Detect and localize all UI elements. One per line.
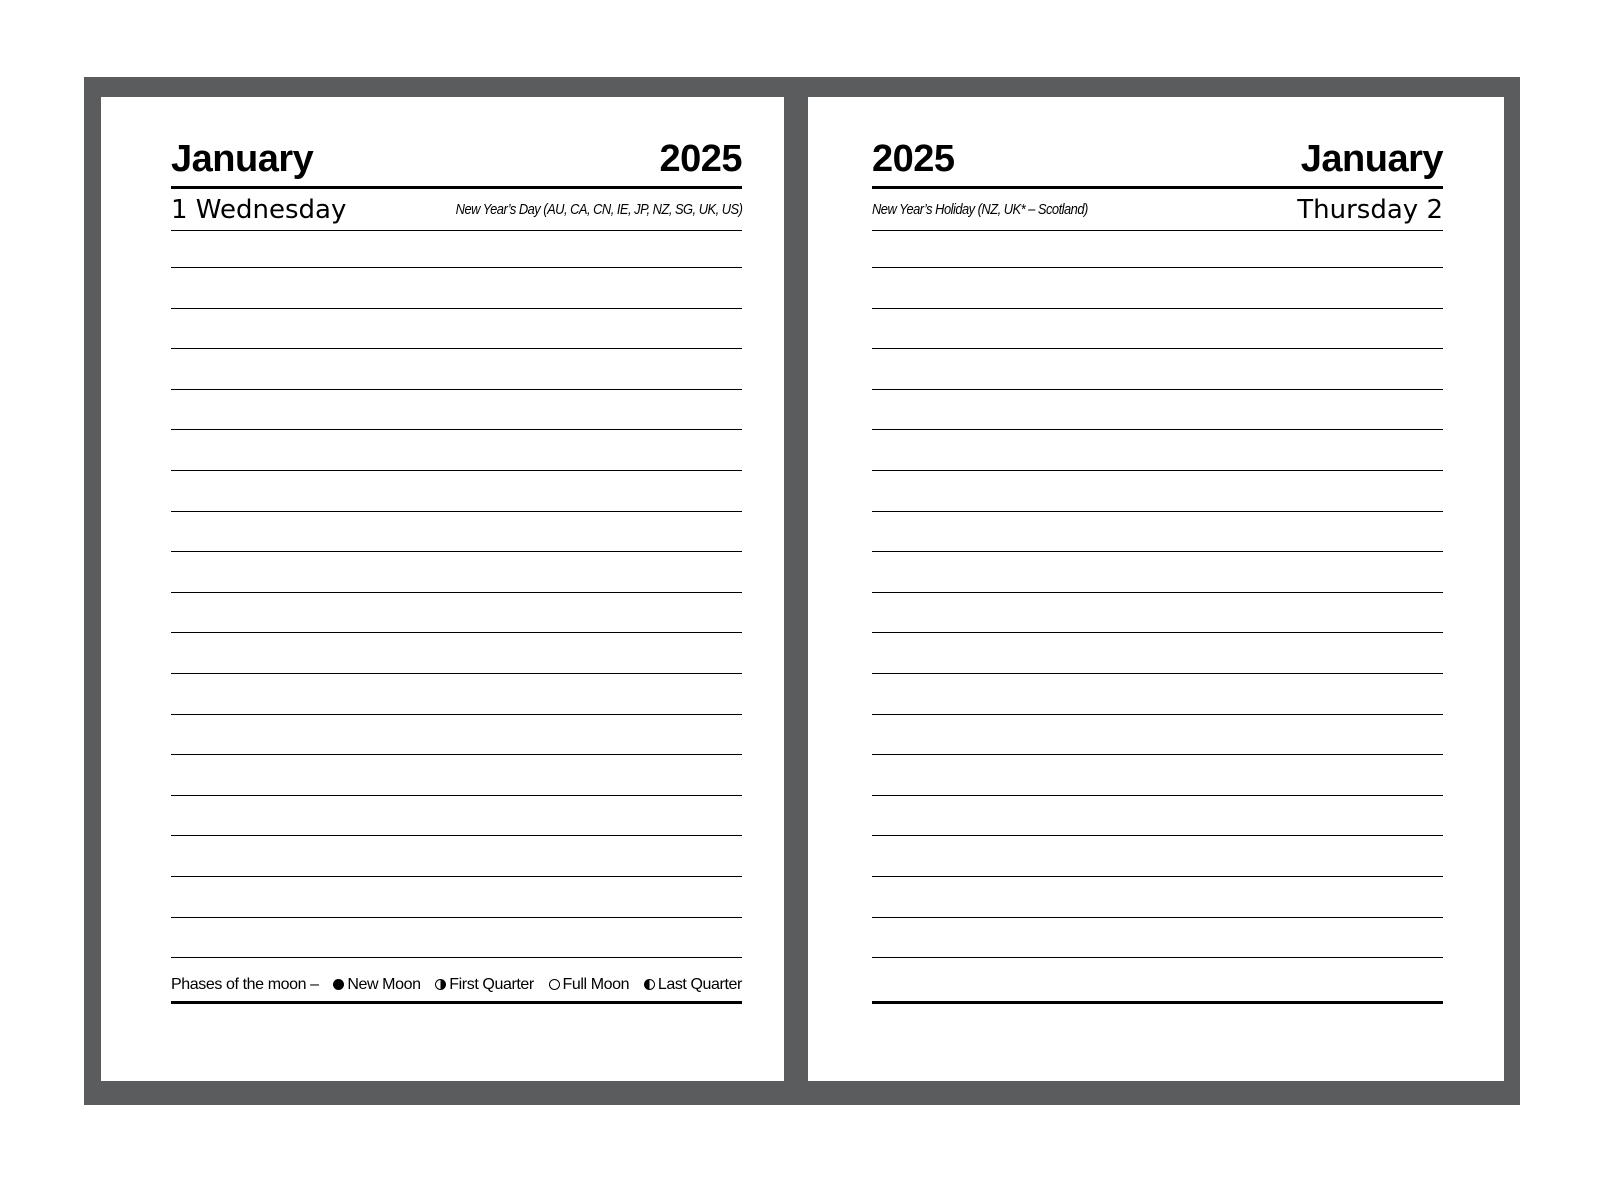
first-quarter-moon-icon [435, 979, 446, 990]
first-quarter-legend [435, 976, 534, 994]
right-page-header [872, 137, 1443, 189]
writing-line [171, 348, 742, 349]
writing-line [872, 348, 1443, 349]
writing-line [171, 714, 742, 715]
writing-line [872, 308, 1443, 309]
moon-phases-prefix: Phases of the moon – [171, 975, 319, 993]
writing-line [171, 835, 742, 836]
writing-line [872, 795, 1443, 796]
writing-line [872, 714, 1443, 715]
left-page [101, 97, 784, 1081]
writing-line [171, 470, 742, 471]
writing-line [171, 592, 742, 593]
right-year-title: 2025 [872, 138, 955, 180]
first-quarter-label: First Quarter [449, 975, 534, 993]
left-month-title: January [171, 138, 314, 180]
writing-line [872, 876, 1443, 877]
writing-line [171, 795, 742, 796]
moon-phases-legend [171, 968, 742, 1004]
full-moon-legend [549, 976, 630, 994]
writing-line [872, 389, 1443, 390]
right-bottom-rule [872, 1001, 1443, 1004]
new-moon-icon [333, 979, 344, 990]
right-day-row [872, 189, 1443, 231]
full-moon-label: Full Moon [562, 975, 630, 993]
writing-line [171, 308, 742, 309]
writing-line [872, 267, 1443, 268]
writing-line [171, 389, 742, 390]
writing-line [171, 632, 742, 633]
left-holiday-note: New Year’s Day (AU, CA, CN, IE, JP, NZ, SG, UK, US) [455, 201, 742, 218]
writing-line [171, 673, 742, 674]
right-day-label: Thursday 2 [1297, 194, 1443, 225]
writing-line [872, 592, 1443, 593]
writing-line [872, 673, 1443, 674]
left-day-label: 1 Wednesday [171, 194, 347, 225]
writing-line [872, 551, 1443, 552]
left-page-content [171, 97, 742, 1081]
writing-line [872, 835, 1443, 836]
writing-line [872, 957, 1443, 958]
writing-line [872, 470, 1443, 471]
diary-spread [84, 77, 1520, 1105]
writing-line [171, 917, 742, 918]
last-quarter-legend [644, 976, 742, 994]
writing-line [171, 429, 742, 430]
writing-line [171, 957, 742, 958]
new-moon-legend [333, 976, 420, 994]
writing-line [171, 551, 742, 552]
writing-line [171, 267, 742, 268]
writing-line [171, 754, 742, 755]
writing-line [872, 429, 1443, 430]
writing-line [872, 917, 1443, 918]
full-moon-icon [549, 979, 560, 990]
left-day-row [171, 189, 742, 231]
left-year-title: 2025 [659, 138, 742, 180]
writing-line [872, 511, 1443, 512]
writing-line [171, 876, 742, 877]
right-page-content [872, 97, 1443, 1081]
last-quarter-label: Last Quarter [657, 975, 742, 993]
writing-line [171, 511, 742, 512]
left-page-header [171, 137, 742, 189]
last-quarter-moon-icon [644, 979, 655, 990]
right-page [808, 97, 1504, 1081]
writing-line [872, 632, 1443, 633]
right-month-title: January [1300, 138, 1443, 180]
new-moon-label: New Moon [347, 975, 421, 993]
right-holiday-note: New Year’s Holiday (NZ, UK* – Scotland) [872, 201, 1088, 218]
writing-line [872, 754, 1443, 755]
